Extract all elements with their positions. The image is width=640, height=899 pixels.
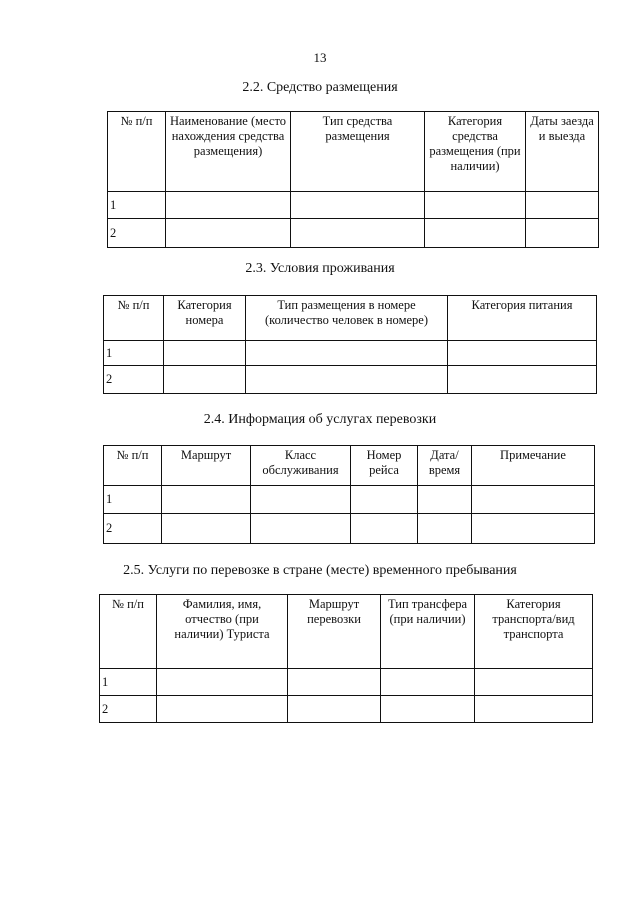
header-cell: Категория номера	[164, 296, 246, 341]
row-number: 2	[104, 514, 162, 544]
section-title-2-4: 2.4. Информация об услугах перевозки	[203, 412, 437, 427]
table-cell[interactable]	[291, 219, 425, 248]
page-number: 13	[313, 50, 327, 65]
header-cell: Категория транспорта/вид транспорта	[475, 595, 593, 669]
table-header-row	[108, 112, 599, 192]
table-cell[interactable]	[526, 219, 599, 248]
table-cell[interactable]	[448, 341, 597, 366]
table-row	[104, 366, 597, 394]
table-cell[interactable]	[288, 696, 381, 723]
table-cell[interactable]	[351, 514, 418, 544]
header-cell: Номер рейса	[351, 446, 418, 486]
table-row	[108, 219, 599, 248]
table-local-transport-services	[99, 594, 593, 723]
row-number: 1	[108, 192, 166, 219]
table-cell[interactable]	[526, 192, 599, 219]
table-cell[interactable]	[425, 219, 526, 248]
header-cell: № п/п	[104, 296, 164, 341]
row-number: 1	[104, 341, 164, 366]
table-row	[108, 192, 599, 219]
header-cell: Наименование (место нахождения средства размещения)	[166, 112, 291, 192]
header-cell: Маршрут	[162, 446, 251, 486]
table-cell[interactable]	[425, 192, 526, 219]
header-cell: Категория питания	[448, 296, 597, 341]
row-number: 1	[104, 486, 162, 514]
section-title-2-3: 2.3. Условия проживания	[245, 261, 395, 276]
table-cell[interactable]	[162, 486, 251, 514]
header-cell: № п/п	[108, 112, 166, 192]
header-cell: № п/п	[100, 595, 157, 669]
table-cell[interactable]	[288, 669, 381, 696]
table-cell[interactable]	[251, 486, 351, 514]
table-cell[interactable]	[381, 669, 475, 696]
header-cell: Тип средства размещения	[291, 112, 425, 192]
table-cell[interactable]	[246, 366, 448, 394]
table-living-conditions	[103, 295, 597, 394]
table-cell[interactable]	[166, 219, 291, 248]
table-cell[interactable]	[351, 486, 418, 514]
table-cell[interactable]	[157, 696, 288, 723]
row-number: 1	[100, 669, 157, 696]
table-cell[interactable]	[157, 669, 288, 696]
table-cell[interactable]	[162, 514, 251, 544]
header-cell: Даты заезда и выезда	[526, 112, 599, 192]
table-cell[interactable]	[475, 669, 593, 696]
table-header-row	[100, 595, 593, 669]
table-row	[100, 669, 593, 696]
header-cell: Фамилия, имя, отчество (при наличии) Туриста	[157, 595, 288, 669]
table-header-row	[104, 296, 597, 341]
header-cell: № п/п	[104, 446, 162, 486]
table-cell[interactable]	[418, 486, 472, 514]
section-title-2-2: 2.2. Средство размещения	[242, 80, 398, 95]
row-number: 2	[104, 366, 164, 394]
table-transport-services	[103, 445, 595, 544]
table-cell[interactable]	[251, 514, 351, 544]
table-cell[interactable]	[246, 341, 448, 366]
table-cell[interactable]	[448, 366, 597, 394]
header-cell: Примечание	[472, 446, 595, 486]
header-cell: Тип трансфера (при наличии)	[381, 595, 475, 669]
table-cell[interactable]	[164, 366, 246, 394]
table-row	[104, 486, 595, 514]
table-cell[interactable]	[472, 514, 595, 544]
table-cell[interactable]	[164, 341, 246, 366]
table-accommodation-facility	[107, 111, 599, 248]
table-cell[interactable]	[381, 696, 475, 723]
table-cell[interactable]	[475, 696, 593, 723]
header-cell: Дата/ время	[418, 446, 472, 486]
table-row	[104, 514, 595, 544]
table-cell[interactable]	[166, 192, 291, 219]
section-title-2-5: 2.5. Услуги по перевозке в стране (месте) временного пребывания	[123, 563, 517, 578]
header-cell: Маршрут перевозки	[288, 595, 381, 669]
table-row	[100, 696, 593, 723]
header-cell: Тип размещения в номере (количество человек в номере)	[246, 296, 448, 341]
table-cell[interactable]	[472, 486, 595, 514]
header-cell: Класс обслуживания	[251, 446, 351, 486]
row-number: 2	[108, 219, 166, 248]
table-row	[104, 341, 597, 366]
table-cell[interactable]	[418, 514, 472, 544]
table-header-row	[104, 446, 595, 486]
row-number: 2	[100, 696, 157, 723]
table-cell[interactable]	[291, 192, 425, 219]
header-cell: Категория средства размещения (при наличии)	[425, 112, 526, 192]
